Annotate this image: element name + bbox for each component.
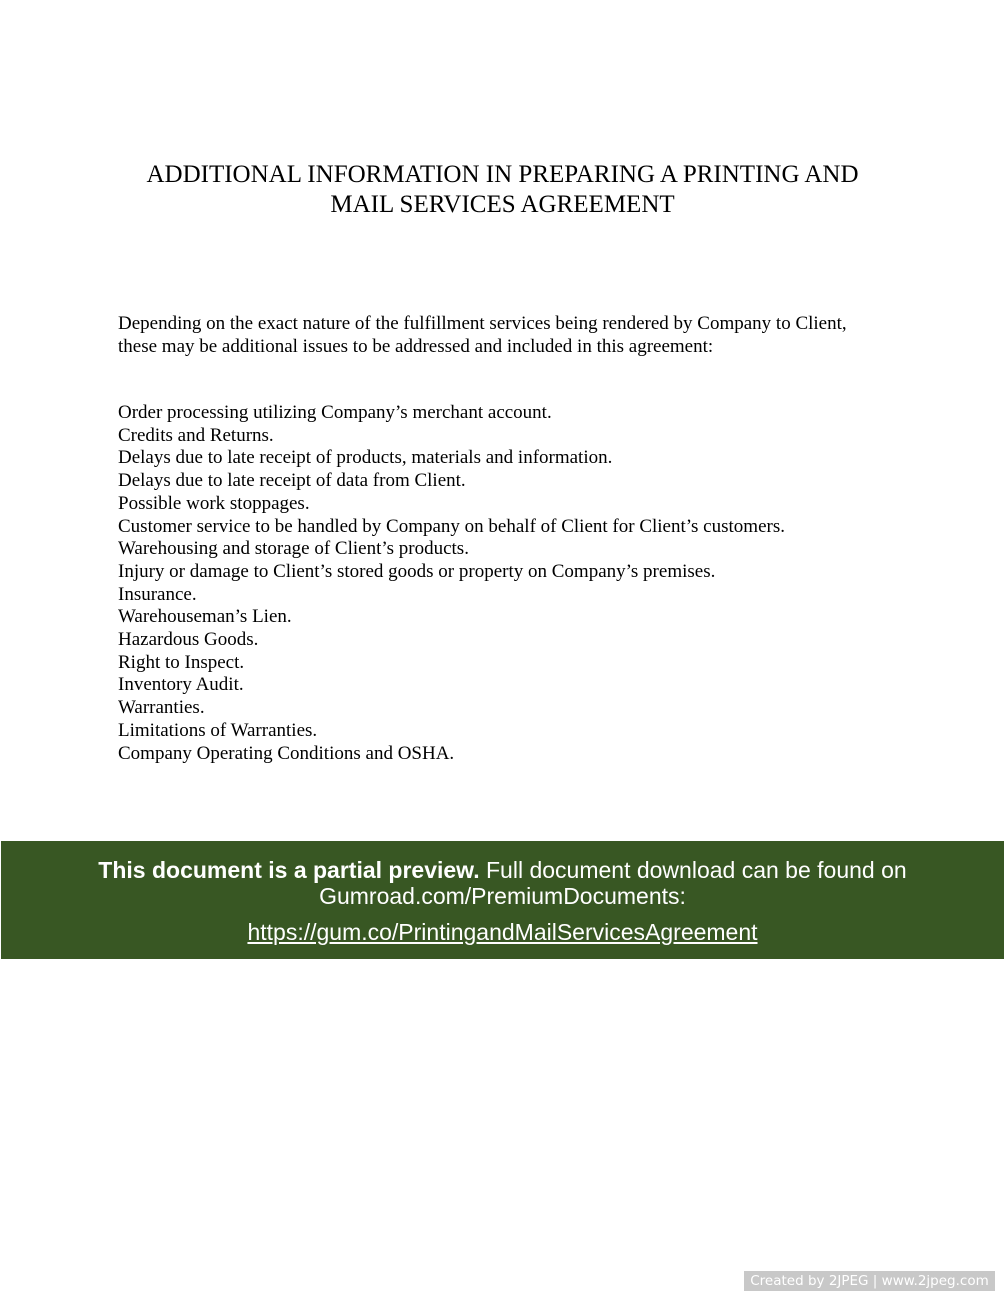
list-item: Injury or damage to Client’s stored goods or property on Company’s premises. [118,560,716,582]
list-item: Possible work stoppages. [118,492,310,514]
intro-paragraph [118,312,918,358]
list-item: Right to Inspect. [118,651,245,673]
list-item: Credits and Returns. [118,424,274,446]
list-item: Delays due to late receipt of data from Client. [118,470,466,492]
title-line: ADDITIONAL INFORMATION IN PREPARING A PRINTING AND [146,161,859,188]
list-item: Limitations of Warranties. [118,719,318,741]
document-title [0,160,1005,220]
title-line: MAIL SERVICES AGREEMENT [330,191,675,218]
banner-text: Full document download can be found on [479,857,907,883]
list-item: Delays due to late receipt of products, materials and information. [118,447,613,469]
list-item: Warranties. [118,697,205,719]
list-item: Order processing utilizing Company’s merchant account. [118,402,552,423]
list-item: Insurance. [118,583,197,605]
banner-bold-text: This document is a partial preview. [98,857,480,883]
intro-line: Depending on the exact nature of the fulfillment services being rendered by Company to Client, [118,313,847,334]
intro-line: these may be additional issues to be addressed and included in this agreement: [118,336,714,357]
list-item: Hazardous Goods. [118,629,259,651]
list-item: Inventory Audit. [118,674,244,696]
list-item: Customer service to be handled by Company on behalf of Client for Client’s customers. [118,515,785,537]
list-item: Company Operating Conditions and OSHA. [118,742,455,764]
issue-list [118,402,785,765]
banner-line2: Gumroad.com/PremiumDocuments: [319,883,686,909]
list-item: Warehouseman’s Lien. [118,606,292,628]
preview-banner [1,841,1004,959]
list-item: Warehousing and storage of Client’s products. [118,538,469,560]
watermark: Created by 2JPEG | www.2jpeg.com [744,1271,995,1291]
download-link[interactable]: https://gum.co/PrintingandMailServicesAgreement [247,919,758,945]
